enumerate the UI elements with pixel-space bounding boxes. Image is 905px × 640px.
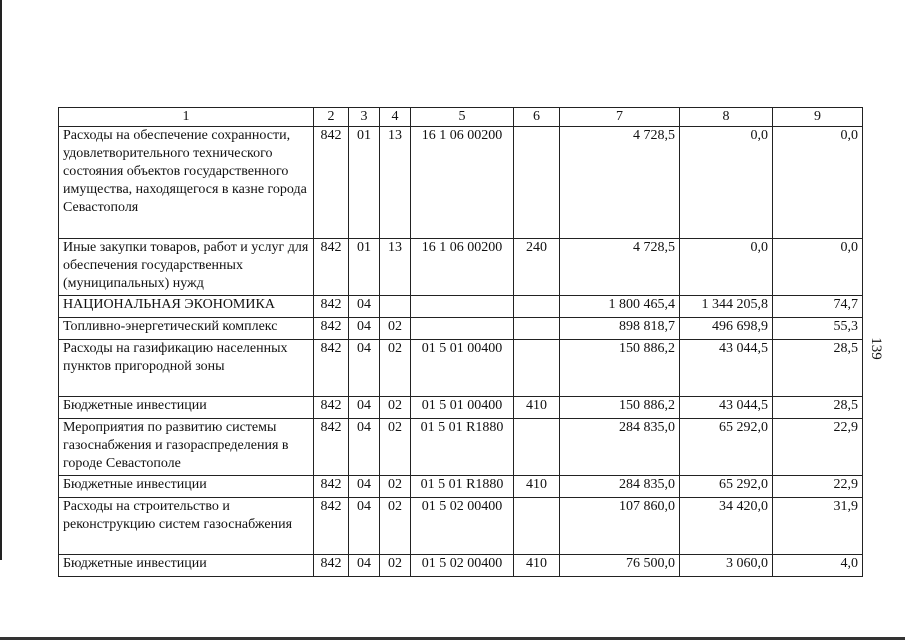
row-actual: 43 044,5 xyxy=(680,397,773,419)
header-cell: 1 xyxy=(59,108,314,127)
row-code-subsection xyxy=(380,296,411,318)
row-name: Расходы на обеспечение сохранности, удовлетворительного технического состояния объектов государственного имущества, находящегося в казне города Севастополя xyxy=(59,127,314,239)
row-percent: 0,0 xyxy=(773,239,863,296)
row-name: Топливно-энергетический комплекс xyxy=(59,318,314,340)
row-expense-type: 240 xyxy=(514,239,560,296)
row-expense-type: 410 xyxy=(514,476,560,498)
table-row xyxy=(59,419,863,476)
page-left-edge xyxy=(0,0,2,560)
row-code-ministry: 842 xyxy=(314,419,349,476)
row-percent: 22,9 xyxy=(773,419,863,476)
header-cell: 4 xyxy=(380,108,411,127)
row-code-section: 04 xyxy=(349,476,380,498)
row-plan: 284 835,0 xyxy=(560,419,680,476)
row-percent: 31,9 xyxy=(773,498,863,555)
row-actual: 34 420,0 xyxy=(680,498,773,555)
header-cell: 2 xyxy=(314,108,349,127)
row-percent: 55,3 xyxy=(773,318,863,340)
row-actual: 65 292,0 xyxy=(680,419,773,476)
row-target-article: 16 1 06 00200 xyxy=(411,239,514,296)
row-plan: 898 818,7 xyxy=(560,318,680,340)
row-actual: 1 344 205,8 xyxy=(680,296,773,318)
header-cell: 9 xyxy=(773,108,863,127)
row-percent: 22,9 xyxy=(773,476,863,498)
row-code-ministry: 842 xyxy=(314,340,349,397)
row-code-subsection: 13 xyxy=(380,239,411,296)
row-code-section: 04 xyxy=(349,498,380,555)
row-actual: 3 060,0 xyxy=(680,555,773,577)
page-number: 139 xyxy=(867,337,884,360)
row-target-article: 01 5 01 R1880 xyxy=(411,476,514,498)
row-actual: 0,0 xyxy=(680,127,773,239)
row-plan: 107 860,0 xyxy=(560,498,680,555)
header-cell: 6 xyxy=(514,108,560,127)
row-name: Бюджетные инвестиции xyxy=(59,555,314,577)
row-expense-type: 410 xyxy=(514,397,560,419)
row-percent: 0,0 xyxy=(773,127,863,239)
row-code-section: 01 xyxy=(349,239,380,296)
row-actual: 65 292,0 xyxy=(680,476,773,498)
row-percent: 4,0 xyxy=(773,555,863,577)
row-expense-type xyxy=(514,498,560,555)
table-row xyxy=(59,318,863,340)
row-expense-type xyxy=(514,419,560,476)
row-plan: 4 728,5 xyxy=(560,127,680,239)
row-code-section: 04 xyxy=(349,555,380,577)
table-header-row xyxy=(59,108,863,127)
row-name: Мероприятия по развитию системы газоснабжения и газораспределения в городе Севастополе xyxy=(59,419,314,476)
row-code-section: 04 xyxy=(349,296,380,318)
row-name: Бюджетные инвестиции xyxy=(59,397,314,419)
row-name: Иные закупки товаров, работ и услуг для обеспечения государственных (муниципальных) нужд xyxy=(59,239,314,296)
row-target-article xyxy=(411,318,514,340)
table-row xyxy=(59,397,863,419)
row-code-section: 04 xyxy=(349,318,380,340)
row-target-article: 01 5 01 00400 xyxy=(411,340,514,397)
row-code-ministry: 842 xyxy=(314,397,349,419)
row-plan: 1 800 465,4 xyxy=(560,296,680,318)
row-code-ministry: 842 xyxy=(314,555,349,577)
row-target-article: 01 5 01 00400 xyxy=(411,397,514,419)
row-code-section: 01 xyxy=(349,127,380,239)
row-code-ministry: 842 xyxy=(314,498,349,555)
table-row xyxy=(59,498,863,555)
row-plan: 150 886,2 xyxy=(560,397,680,419)
row-code-ministry: 842 xyxy=(314,239,349,296)
row-code-section: 04 xyxy=(349,340,380,397)
row-actual: 496 698,9 xyxy=(680,318,773,340)
row-name: Бюджетные инвестиции xyxy=(59,476,314,498)
row-name: Расходы на строительство и реконструкцию систем газоснабжения xyxy=(59,498,314,555)
budget-table xyxy=(58,107,863,577)
row-percent: 28,5 xyxy=(773,340,863,397)
row-code-subsection: 02 xyxy=(380,498,411,555)
row-target-article xyxy=(411,296,514,318)
row-code-ministry: 842 xyxy=(314,318,349,340)
row-code-section: 04 xyxy=(349,397,380,419)
row-code-ministry: 842 xyxy=(314,296,349,318)
row-target-article: 01 5 01 R1880 xyxy=(411,419,514,476)
header-cell: 5 xyxy=(411,108,514,127)
table-row xyxy=(59,239,863,296)
table-row xyxy=(59,296,863,318)
row-code-subsection: 02 xyxy=(380,318,411,340)
row-plan: 4 728,5 xyxy=(560,239,680,296)
row-percent: 28,5 xyxy=(773,397,863,419)
header-cell: 3 xyxy=(349,108,380,127)
row-code-subsection: 02 xyxy=(380,419,411,476)
table-row xyxy=(59,340,863,397)
row-name: Расходы на газификацию населенных пунктов пригородной зоны xyxy=(59,340,314,397)
row-target-article: 16 1 06 00200 xyxy=(411,127,514,239)
header-cell: 7 xyxy=(560,108,680,127)
row-plan: 76 500,0 xyxy=(560,555,680,577)
row-code-ministry: 842 xyxy=(314,476,349,498)
row-expense-type xyxy=(514,127,560,239)
header-cell: 8 xyxy=(680,108,773,127)
row-code-subsection: 13 xyxy=(380,127,411,239)
row-actual: 0,0 xyxy=(680,239,773,296)
row-plan: 150 886,2 xyxy=(560,340,680,397)
row-code-subsection: 02 xyxy=(380,555,411,577)
table-row xyxy=(59,476,863,498)
row-expense-type xyxy=(514,318,560,340)
row-name: НАЦИОНАЛЬНАЯ ЭКОНОМИКА xyxy=(59,296,314,318)
row-target-article: 01 5 02 00400 xyxy=(411,555,514,577)
row-code-subsection: 02 xyxy=(380,397,411,419)
row-expense-type xyxy=(514,296,560,318)
row-expense-type xyxy=(514,340,560,397)
row-actual: 43 044,5 xyxy=(680,340,773,397)
row-code-subsection: 02 xyxy=(380,340,411,397)
row-target-article: 01 5 02 00400 xyxy=(411,498,514,555)
row-code-subsection: 02 xyxy=(380,476,411,498)
table-row xyxy=(59,555,863,577)
row-code-section: 04 xyxy=(349,419,380,476)
row-code-ministry: 842 xyxy=(314,127,349,239)
row-percent: 74,7 xyxy=(773,296,863,318)
row-expense-type: 410 xyxy=(514,555,560,577)
table-row xyxy=(59,127,863,239)
row-plan: 284 835,0 xyxy=(560,476,680,498)
